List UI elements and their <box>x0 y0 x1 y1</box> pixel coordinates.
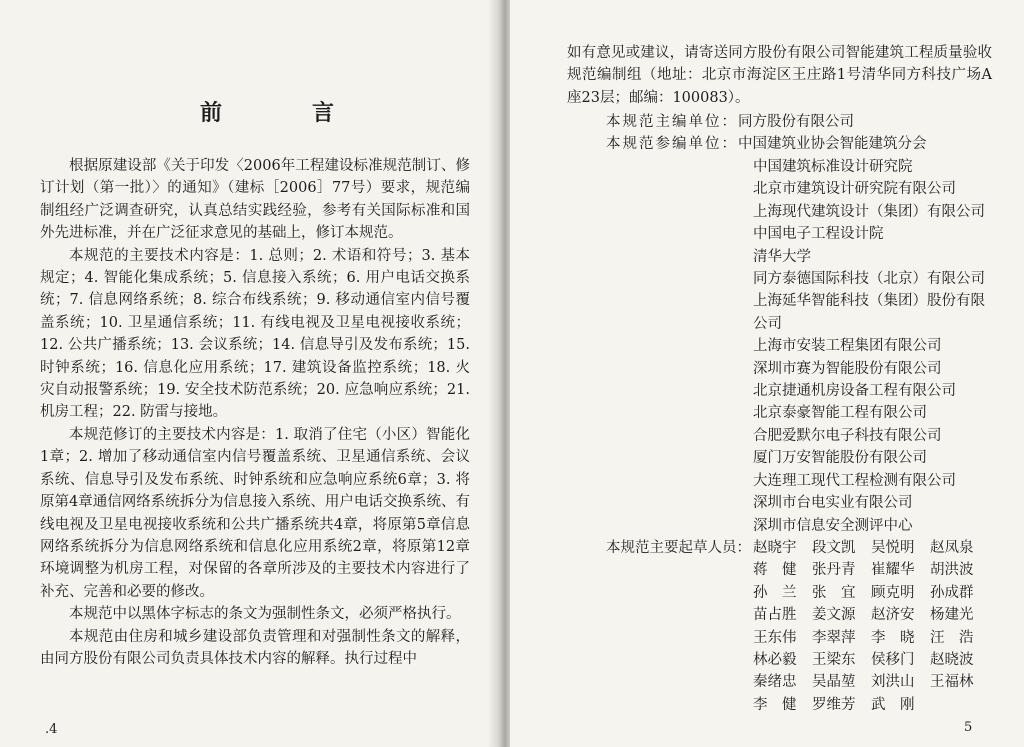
list-item: 深圳市台电实业有限公司 <box>753 495 913 512</box>
drafter-name: 侯移门 <box>871 652 915 669</box>
list-item: 大连理工现代工程检测有限公司 <box>753 472 956 489</box>
participating-row <box>606 133 927 155</box>
drafter-name: 顾克明 <box>871 584 915 601</box>
drafters-list <box>753 537 1013 716</box>
drafter-row <box>753 559 1013 581</box>
drafter-name: 李翠萍 <box>812 629 856 646</box>
drafter-name: 孙 兰 <box>753 584 797 601</box>
list-item: 北京泰豪智能工程有限公司 <box>753 405 927 422</box>
page-number-left: .4 <box>45 722 58 737</box>
right-page <box>510 0 1024 747</box>
list-item: 合肥爱默尔电子科技有限公司 <box>753 427 942 444</box>
drafter-name: 张 宜 <box>812 584 856 601</box>
drafter-row <box>753 537 1013 559</box>
drafter-row <box>753 649 1013 671</box>
drafter-name: 孙成群 <box>930 584 974 601</box>
list-item: 厦门万安智能股份有限公司 <box>753 450 927 467</box>
drafter-name: 张丹青 <box>812 562 856 579</box>
left-page <box>0 0 500 747</box>
continuation-text <box>567 42 992 109</box>
list-item: 上海市安装工程集团有限公司 <box>753 338 942 355</box>
participating-label: 本规范参编单位： <box>606 136 738 152</box>
page-number-right: 5 <box>964 720 973 735</box>
drafter-row <box>753 604 1013 626</box>
drafter-name: 武 刚 <box>871 696 915 713</box>
list-item: 清华大学 <box>753 248 811 265</box>
paragraph: 本规范中以黑体字标志的条文为强制性条文，必须严格执行。 <box>69 606 461 623</box>
drafter-name: 蒋 健 <box>753 562 797 579</box>
list-item: 中国电子工程设计院 <box>753 226 884 243</box>
drafter-name: 赵济安 <box>871 607 915 624</box>
list-item: 深圳市信息安全测评中心 <box>753 517 913 534</box>
drafter-name: 王福林 <box>930 674 974 691</box>
list-item: 北京市建筑设计研究院有限公司 <box>753 181 956 198</box>
drafter-name: 王梁东 <box>812 652 856 669</box>
drafter-name <box>930 694 989 716</box>
chief-editor-row <box>606 111 854 133</box>
drafter-name: 李 晓 <box>871 629 915 646</box>
page-title: 前 言 <box>200 100 369 126</box>
paragraph: 本规范的主要技术内容是：1. 总则；2. 术语和符号；3. 基本规定；4. 智能化集成系统；5. 信息接入系统；6. 用户电话交换系统；7. 信息网络系统；8. 综合布线系统；9. 移动通信室内信号覆盖系统；10. 卫星通信系统；11. 有线电视及卫星电视接收系统；12. 公共广播系统；13. 会议系统；14. 信息导引及发布系统；15. 时钟系统；16. 信息化应用系统；17. 建筑设备监控系统；18. 火灾自动报警系统；19. 安全技术防范系统；20. 应急响应系统；21. 机房工程；22. 防雷与接地。 <box>40 247 470 421</box>
drafter-name: 杨建光 <box>930 607 974 624</box>
drafter-name: 赵晓波 <box>930 652 974 669</box>
paragraph: 如有意见或建议，请寄送同方股份有限公司智能建筑工程质量验收规范编制组（地址：北京市海淀区王庄路1号清华同方科技广场A座23层；邮编：100083）。 <box>567 45 992 106</box>
chief-editor-unit: 同方股份有限公司 <box>738 114 854 130</box>
drafters-label: 本规范主要起草人员： <box>606 540 751 556</box>
drafter-name: 林必毅 <box>753 652 797 669</box>
drafter-name: 赵晓宇 <box>753 540 797 556</box>
paragraph: 本规范修订的主要技术内容是：1. 取消了住宅（小区）智能化1章；2. 增加了移动通信室内信号覆盖系统、卫星通信系统、会议系统、信息导引及发布系统、时钟系统和应急响应系统6章；3. 将原第4章通信网络系统拆分为信息接入系统、用户电话交换系统、有线电视及卫星电视接收系统和公共广播系统共4章，将原第5章信息网络系统拆分为信息网络系统和信息化应用系统2章，将原第12章环境调整为机房工程，对保留的各章所涉及的主要技术内容进行了补充、完善和必要的修改。 <box>40 426 470 600</box>
drafter-name: 秦绪忠 <box>753 674 797 691</box>
drafter-row <box>753 694 1013 716</box>
list-item: 上海延华智能科技（集团）股份有限 <box>753 293 985 310</box>
list-item: 中国建筑标准设计研究院 <box>753 159 913 175</box>
paragraph: 本规范由住房和城乡建设部负责管理和对强制性条文的解释，由同方股份有限公司负责具体技术内容的解释。执行过程中 <box>40 628 470 667</box>
drafter-row <box>753 582 1013 604</box>
drafter-name: 吴悦明 <box>871 540 915 556</box>
list-item: 深圳市赛为智能股份有限公司 <box>753 360 942 377</box>
paragraph: 根据原建设部《关于印发〈2006年工程建设标准规范制订、修订计划（第一批）〉的通知》（建标［2006］77号）要求，规范编制组经广泛调查研究，认真总结实践经验，参考有关国际标准和国外先进标准，并在广泛征求意见的基础上，修订本规范。 <box>40 158 470 242</box>
chief-editor-label: 本规范主编单位： <box>606 114 738 130</box>
drafter-name: 苗占胜 <box>753 607 797 624</box>
participating-units-list <box>753 156 1003 537</box>
drafter-name: 吴晶堃 <box>812 674 856 691</box>
drafter-name: 罗维芳 <box>812 696 856 713</box>
drafter-name: 姜文源 <box>812 607 856 624</box>
preface-body <box>40 155 470 670</box>
drafter-name: 段文凯 <box>812 540 856 556</box>
drafter-row <box>753 671 1013 693</box>
list-item: 同方泰德国际科技（北京）有限公司 <box>753 271 985 288</box>
drafter-name: 汪 浩 <box>930 629 974 646</box>
drafter-name: 王东伟 <box>753 629 797 646</box>
list-item: 上海现代建筑设计（集团）有限公司 <box>753 203 985 220</box>
participating-unit: 中国建筑业协会智能建筑分会 <box>738 136 927 152</box>
drafter-name: 李 健 <box>753 696 797 713</box>
drafter-name: 刘洪山 <box>871 674 915 691</box>
drafter-name: 崔耀华 <box>871 562 915 579</box>
list-item: 北京捷通机房设备工程有限公司 <box>753 383 956 400</box>
drafter-row <box>753 627 1013 649</box>
drafter-name: 胡洪波 <box>930 562 974 579</box>
list-item: 公司 <box>753 315 782 332</box>
drafter-name: 赵凤泉 <box>930 540 974 556</box>
